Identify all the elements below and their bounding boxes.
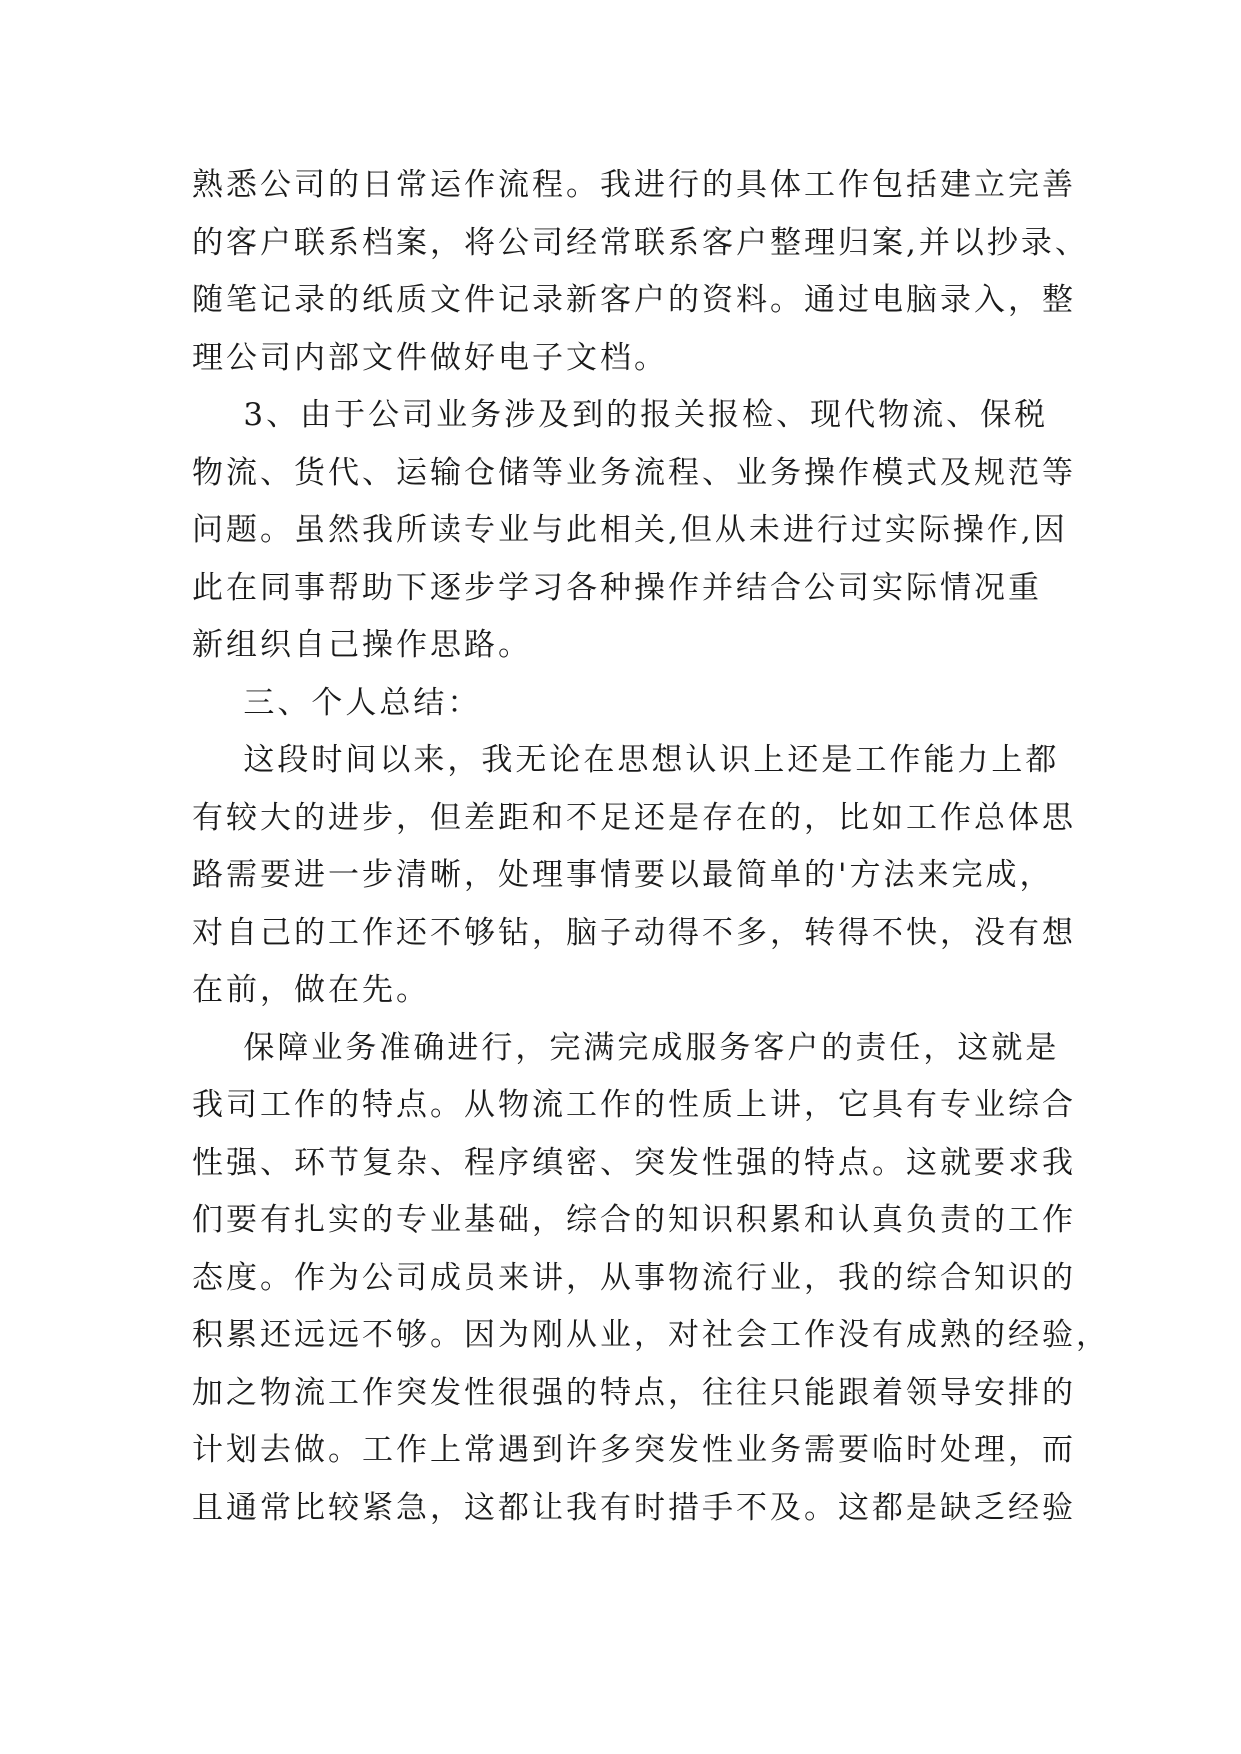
- text-line: 我司工作的特点。从物流工作的性质上讲，它具有专业综合: [192, 1087, 1076, 1123]
- text-line: 在前，做在先。: [192, 972, 430, 1008]
- text-line: 理公司内部文件做好电子文档。: [192, 339, 668, 376]
- text-line: 对自己的工作还不够钻，脑子动得不多，转得不快，没有想: [192, 914, 1076, 951]
- text-line: 保障业务准确进行，完满完成服务客户的责任，这就是: [192, 1029, 1060, 1066]
- text-line: 熟悉公司的日常运作流程。我进行的具体工作包括建立完善: [192, 167, 1076, 203]
- text-line: 计划去做。工作上常遇到许多突发性业务需要临时处理，而: [192, 1432, 1076, 1468]
- text-line: 性强、环节复杂、程序缜密、突发性强的特点。这就要求我: [192, 1144, 1076, 1181]
- body-text: [192, 157, 1110, 1537]
- text-line: 有较大的进步，但差距和不足还是存在的，比如工作总体思: [192, 799, 1076, 836]
- text-line: 积累还远远不够。因为刚从业，对社会工作没有成熟的经验，: [192, 1317, 1110, 1353]
- text-line: 随笔记录的纸质文件记录新客户的资料。通过电脑录入，整: [192, 282, 1076, 318]
- text-line: 路需要进一步清晰，处理事情要以最简单的'方法来完成，: [192, 857, 1054, 893]
- text-line: 且通常比较紧急，这都让我有时措手不及。这都是缺乏经验: [192, 1489, 1076, 1526]
- text-line: 此在同事帮助下逐步学习各种操作并结合公司实际情况重: [192, 569, 1042, 606]
- text-line: 物流、货代、运输仓储等业务流程、业务操作模式及规范等: [192, 454, 1076, 491]
- text-line: 新组织自己操作思路。: [192, 627, 532, 663]
- text-line: 这段时间以来，我无论在思想认识上还是工作能力上都: [192, 742, 1060, 778]
- section-heading: 三、个人总结：: [192, 684, 482, 721]
- text-line: 态度。作为公司成员来讲，从事物流行业，我的综合知识的: [192, 1259, 1076, 1296]
- text-line: 加之物流工作突发性很强的特点，往往只能跟着领导安排的: [192, 1374, 1076, 1411]
- text-line: 们要有扎实的专业基础，综合的知识积累和认真负责的工作: [192, 1202, 1076, 1238]
- text-line: 问题。虽然我所读专业与此相关,但从未进行过实际操作,因: [192, 512, 1068, 548]
- text-line: 的客户联系档案，将公司经常联系客户整理归案,并以抄录、: [192, 224, 1089, 261]
- text-line: 3、由于公司业务涉及到的报关报检、现代物流、保税: [192, 397, 1049, 433]
